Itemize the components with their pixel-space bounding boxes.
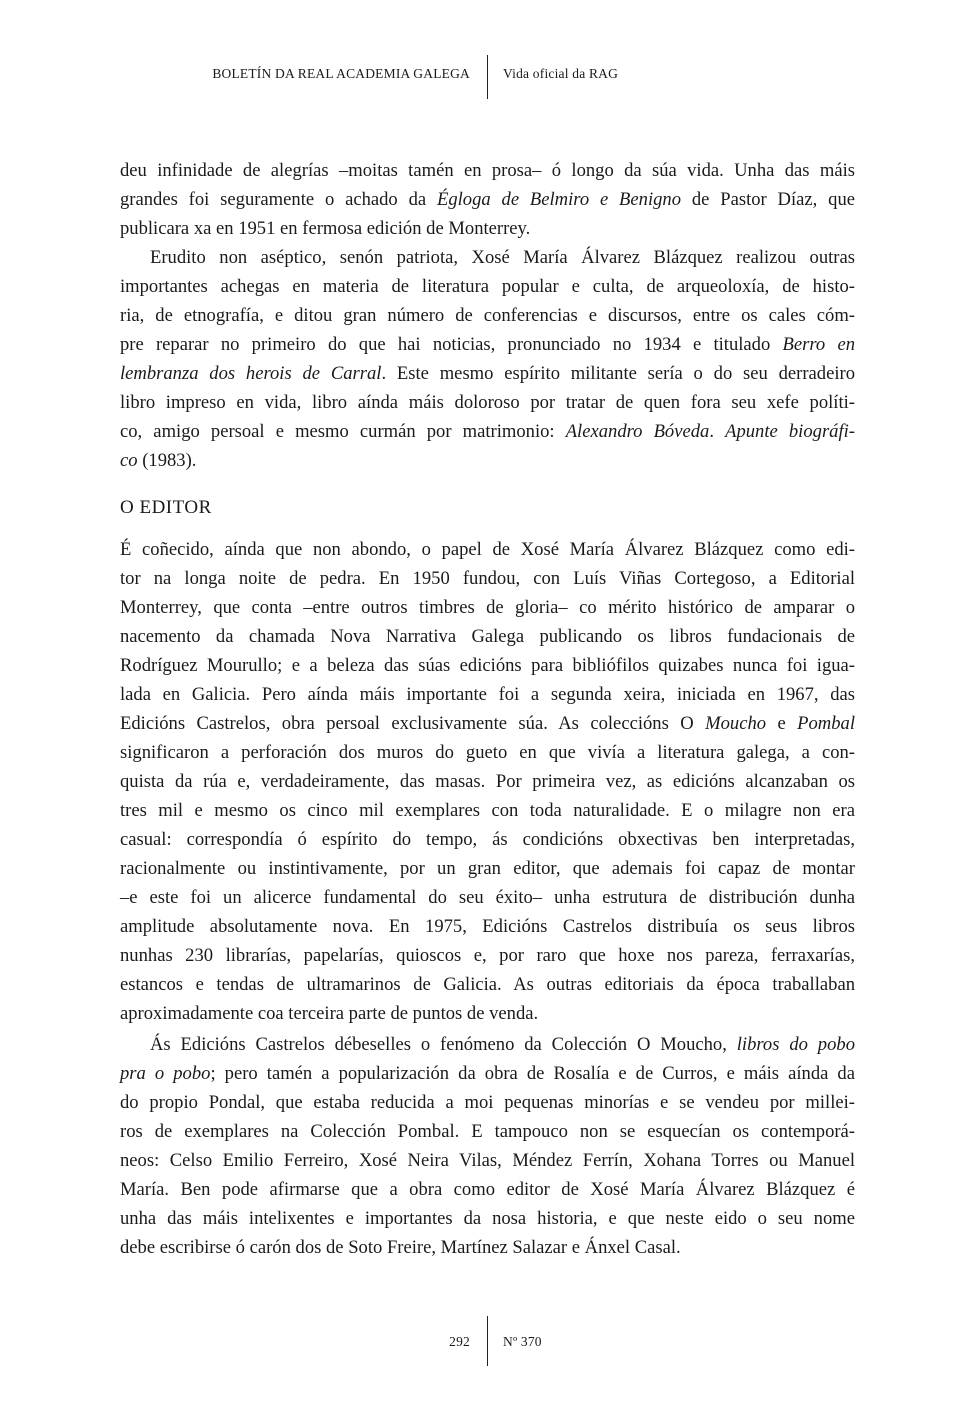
text-run: tor na longa noite de pedra. En 1950 fundou, con Luís Viñas Cortegoso, a Editorial: [120, 568, 855, 589]
text-line: [120, 856, 855, 882]
text-line: [120, 361, 855, 387]
text-line: [120, 624, 855, 650]
text-line: [120, 972, 855, 998]
text-run: e: [766, 713, 798, 734]
text-run: quista da rúa e, verdadeiramente, das masas. Por primeira vez, as edicións alcanzaban os: [120, 771, 855, 792]
text-run: tres mil e mesmo os cinco mil exemplares con toda naturalidade. E o milagre non era: [120, 800, 855, 821]
text-line: [120, 419, 855, 445]
text-run: Edicións Castrelos, obra persoal exclusivamente súa. As coleccións O: [120, 713, 706, 734]
text-run: nunhas 230 librarías, papelarías, quioscos e, por raro que hoxe nos pareza, ferraxarías,: [120, 945, 855, 966]
text-line: [120, 187, 855, 213]
section-heading: O EDITOR: [120, 497, 212, 518]
text-line: [120, 216, 855, 242]
text-run: Erudito non aséptico, senón patriota, Xosé María Álvarez Blázquez realizou outras: [150, 247, 855, 268]
italic-title: pra o pobo: [120, 1063, 211, 1084]
text-run: unha das máis intelixentes e importantes da nosa historia, e que neste eido o seu nome: [120, 1208, 855, 1229]
text-line: [120, 1177, 855, 1203]
text-line: [120, 245, 855, 271]
text-line: [120, 827, 855, 853]
text-line: [120, 740, 855, 766]
italic-title: libros do pobo: [736, 1034, 855, 1055]
text-line: [120, 769, 855, 795]
text-run: ria, de etnografía, e ditou gran número de conferencias e discursos, entre os cales cóm-: [120, 305, 855, 326]
text-run: significaron a perforación dos muros do gueto en que vivía a literatura galega, a con-: [120, 742, 855, 763]
text-run: nacemento da chamada Nova Narrativa Galega publicando os libros fundacionais de: [120, 626, 855, 647]
text-line: [120, 914, 855, 940]
text-line: [120, 595, 855, 621]
text-line: [120, 390, 855, 416]
text-run: ros de exemplares na Colección Pombal. E tampouco non se esquecían os contemporá-: [120, 1121, 855, 1142]
text-run: aproximadamente coa terceira parte de puntos de venda.: [120, 1003, 539, 1024]
italic-title: lembranza dos herois de Carral: [120, 363, 382, 384]
italic-title: Apunte biográfi-: [725, 421, 856, 442]
text-run: grandes foi seguramente o achado da: [120, 189, 437, 210]
header-divider: [487, 55, 488, 99]
text-run: lada en Galicia. Pero aínda máis importante foi a segunda xeira, iniciada en 1967, das: [120, 684, 855, 705]
italic-title: Berro en: [782, 334, 856, 355]
text-run: .: [709, 421, 726, 442]
text-run: do propio Pondal, que estaba reducida a moi pequenas minorías e se vendeu por millei-: [120, 1092, 855, 1113]
text-line: [120, 885, 855, 911]
running-header-journal: BOLETÍN DA REAL ACADEMIA GALEGA: [212, 66, 470, 81]
text-run: publicara xa en 1951 en fermosa edición de Monterrey.: [120, 218, 531, 239]
text-run: racionalmente ou instintivamente, por un gran editor, que ademais foi capaz de montar: [120, 858, 855, 879]
text-line: [120, 274, 855, 300]
text-line: [120, 1235, 855, 1261]
text-run: casual: correspondía ó espírito do tempo, ás condicións obxectivas ben interpretadas,: [120, 829, 855, 850]
text-line: [120, 303, 855, 329]
italic-title: Égloga de Belmiro e Benigno: [436, 189, 682, 210]
text-line: [120, 653, 855, 679]
text-run: co, amigo persoal e mesmo curmán por matrimonio:: [120, 421, 566, 442]
text-run: debe escribirse ó carón dos de Soto Freire, Martínez Salazar e Ánxel Casal.: [120, 1237, 681, 1258]
italic-title: co: [120, 450, 138, 471]
text-line: [120, 1119, 855, 1145]
text-line: [120, 1001, 855, 1027]
text-run: libro impreso en vida, libro aínda máis doloroso por tratar de quen fora seu xefe políti-: [120, 392, 855, 413]
text-line: [120, 332, 855, 358]
text-run: importantes achegas en materia de literatura popular e culta, de arqueoloxía, de histo-: [120, 276, 855, 297]
text-run: María. Ben pode afirmarse que a obra como editor de Xosé María Álvarez Blázquez é: [120, 1179, 855, 1200]
text-run: –e este foi un alicerce fundamental do seu éxito– unha estrutura de distribución dunha: [120, 887, 855, 908]
text-line: [120, 566, 855, 592]
italic-title: Alexandro Bóveda: [565, 421, 710, 442]
text-line: [120, 711, 855, 737]
text-run: amplitude absolutamente nova. En 1975, Edicións Castrelos distribuía os seus libros: [120, 916, 855, 937]
text-run: deu infinidade de alegrías –moitas tamén en prosa– ó longo da súa vida. Unha das máis: [120, 160, 855, 181]
text-line: [120, 1032, 855, 1058]
text-line: [120, 537, 855, 563]
page-number: 292: [449, 1334, 470, 1349]
text-line: [120, 1061, 855, 1087]
text-run: Monterrey, que conta –entre outros timbres de gloria– co mérito histórico de amparar o: [120, 597, 855, 618]
text-line: [120, 1206, 855, 1232]
issue-number: Nº 370: [503, 1334, 542, 1349]
text-run: . Este mesmo espírito militante sería o do seu derradeiro: [381, 363, 855, 384]
text-run: de Pastor Díaz, que: [681, 189, 855, 210]
text-line: [120, 798, 855, 824]
running-header-section: Vida oficial da RAG: [503, 66, 619, 81]
italic-title: Moucho: [705, 713, 767, 734]
text-run: Ás Edicións Castrelos débeselles o fenómeno da Colección O Moucho,: [150, 1034, 737, 1055]
text-run: É coñecido, aínda que non abondo, o papel de Xosé María Álvarez Blázquez como edi-: [120, 539, 855, 560]
text-line: [120, 943, 855, 969]
text-run: neos: Celso Emilio Ferreiro, Xosé Neira Vilas, Méndez Ferrín, Xohana Torres ou Manuel: [120, 1150, 855, 1171]
text-run: (1983).: [137, 450, 197, 471]
text-line: [120, 1090, 855, 1116]
text-run: Rodríguez Mourullo; e a beleza das súas edicións para bibliófilos quizabes nunca foi igua-: [120, 655, 855, 676]
text-line: [120, 1148, 855, 1174]
text-line: [120, 448, 855, 474]
footer-divider: [487, 1316, 488, 1366]
text-run: pre reparar no primeiro do que hai noticias, pronunciado no 1934 e titulado: [120, 334, 783, 355]
text-run: ; pero tamén a popularización da obra de Rosalía e de Curros, e máis aínda da: [210, 1063, 855, 1084]
text-line: [120, 682, 855, 708]
text-line: [120, 158, 855, 184]
italic-title: Pombal: [797, 713, 855, 734]
text-run: estancos e tendas de ultramarinos de Galicia. As outras editoriais da época traballaban: [120, 974, 855, 995]
